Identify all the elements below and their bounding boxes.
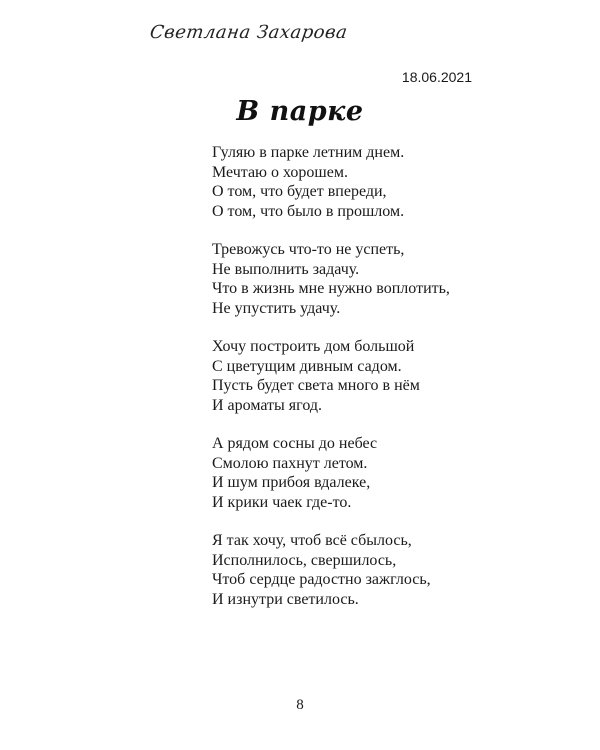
stanza: [212, 531, 450, 609]
poem-line: Чтоб сердце радостно зажглось,: [212, 571, 431, 588]
poem-line: Тревожусь что-то не успеть,: [212, 241, 405, 258]
poem-line: Хочу построить дом большой: [212, 338, 415, 355]
poem-line: И ароматы ягод.: [212, 396, 322, 414]
poem-line: Смолою пахнут летом.: [212, 454, 368, 472]
stanza: [212, 337, 450, 415]
poem-line: О том, что было в прошлом.: [212, 202, 405, 220]
poem-line: С цветущим дивным садом.: [212, 357, 402, 375]
poem-line: Гуляю в парке летним днем.: [212, 144, 405, 161]
poem-body: [212, 143, 450, 628]
stanza: [212, 143, 450, 221]
stanza: [212, 240, 450, 318]
poem-line: Я так хочу, чтоб всё сбылось,: [212, 532, 412, 549]
poem-line: Не выполнить задачу.: [212, 260, 360, 278]
poem-title: В парке: [236, 96, 364, 127]
poem-line: И изнутри светилось.: [212, 590, 359, 608]
poem-date: 18.06.2021: [401, 69, 472, 85]
poem-line: Мечтаю о хорошем.: [212, 163, 348, 181]
poem-line: Не упустить удачу.: [212, 299, 341, 317]
poem-line: О том, что будет впереди,: [212, 183, 387, 200]
poem-line: И шум прибоя вдалеке,: [212, 474, 371, 491]
poem-line: А рядом сосны до небес: [212, 435, 378, 452]
page-number: 8: [296, 697, 304, 713]
stanza: [212, 434, 450, 512]
poem-line: Что в жизнь мне нужно воплотить,: [212, 280, 450, 297]
poem-line: Пусть будет света много в нём: [212, 377, 420, 394]
poem-line: Исполнилось, свершилось,: [212, 551, 397, 569]
poem-line: И крики чаек где-то.: [212, 493, 352, 511]
author-signature: Светлана Захарова: [148, 22, 349, 43]
